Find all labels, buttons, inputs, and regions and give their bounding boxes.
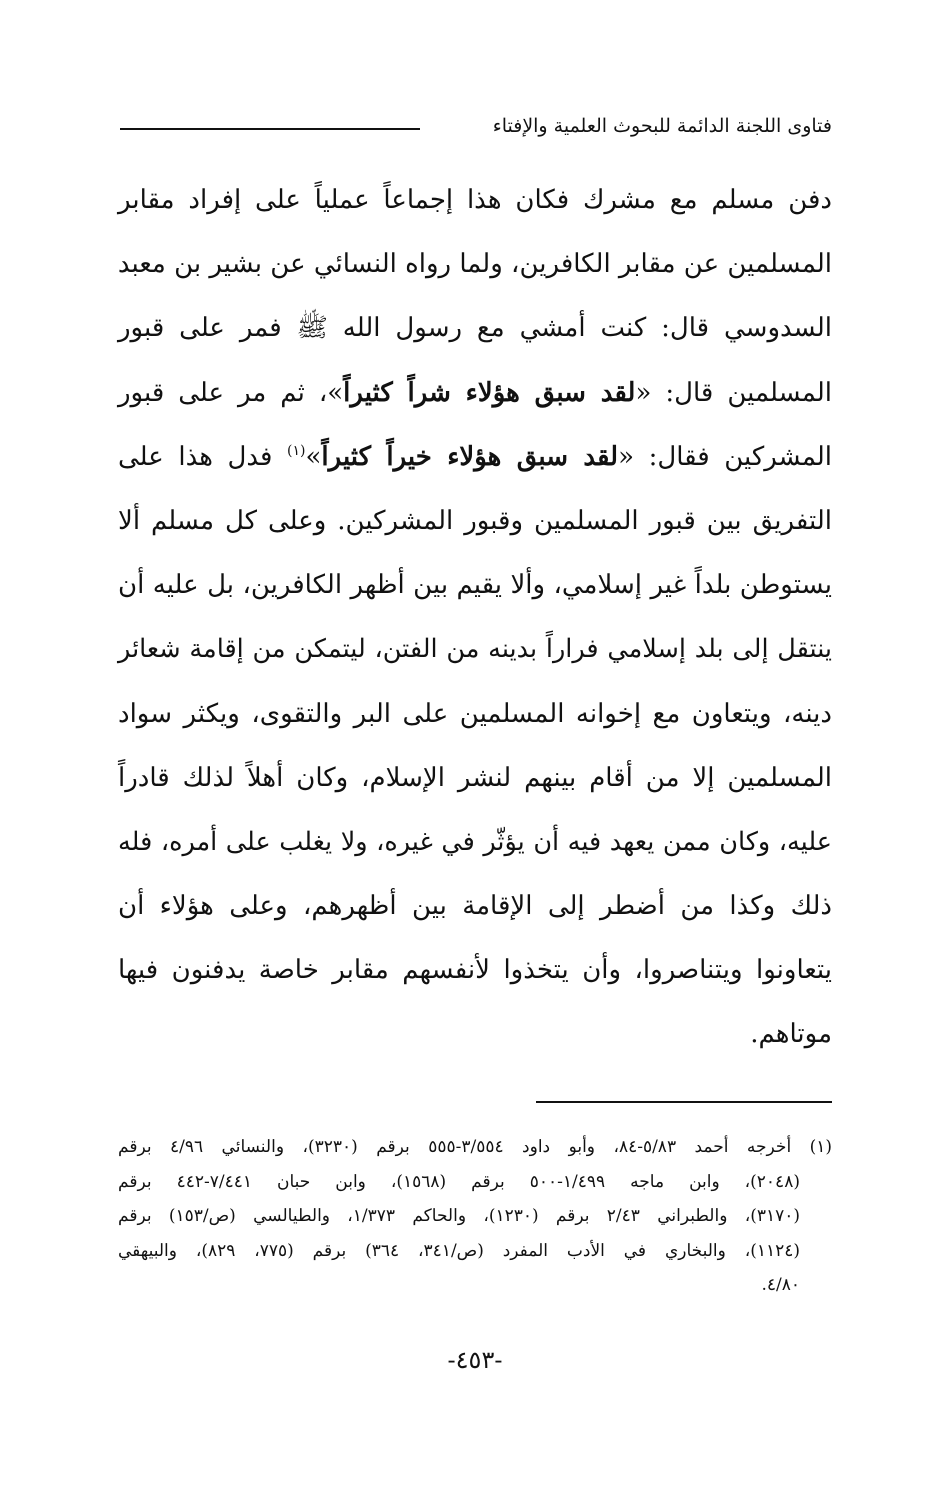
header-title: فتاوى اللجنة الدائمة للبحوث العلمية والإفتاء [492,115,832,137]
text-segment: المسلمين قال: « [635,377,832,408]
text-line: المسلمين عن مقابر الكافرين، ولما رواه النسائي عن بشير بن معبد [117,249,832,280]
text-line: موتاهم. [750,1019,832,1050]
text-line: يتعاونوا ويتناصروا، وأن يتخذوا لأنفسهم مقابر خاصة يدفنون فيها [118,955,832,986]
text-segment: المشركين فقال: « [618,441,833,472]
footnote-line: ٤/٨٠. [761,1275,800,1295]
text-line: يستوطن بلداً غير إسلامي، وألا يقيم بين أظهر الكافرين، بل عليه أن [118,570,832,601]
footnote-line: (١١٢٤)، والبخاري في الأدب المفرد (ص/٣٤١، ٣٦٤) برقم (٧٧٥، ٨٢٩)، والبيهقي [118,1240,801,1261]
running-header [118,108,832,144]
text-line [118,425,832,489]
text-line: السدوسي قال: كنت أمشي مع رسول الله ﷺ فمر على قبور [118,313,832,344]
text-line: التفريق بين قبور المسلمين وقبور المشركين. وعلى كل مسلم ألا [118,505,832,536]
hadith-quote: لقد سبق هؤلاء خيراً كثيراً [321,441,619,472]
footnote-separator [536,1101,832,1103]
footnote-line: (٣١٧٠)، والطبراني ٢/٤٣ برقم (١٢٣٠)، والحاكم ١/٣٧٣، والطيالسي (ص/١٥٣) برقم [118,1206,801,1226]
text-line: دفن مسلم مع مشرك فكان هذا إجماعاً عملياً على إفراد مقابر [118,185,832,215]
text-line [118,361,832,425]
page-number: -٤٥٣- [447,1346,503,1374]
footnote-marker: (١) [287,442,306,459]
footnote-line: (٢٠٤٨)، وابن ماجه ١/٤٩٩-٥٠٠ برقم (١٥٦٨)، وابن حبان ٧/٤٤١-٤٤٢ برقم [118,1171,800,1192]
text-segment: »، ثم مر على قبور [118,377,344,408]
header-rule [120,128,420,130]
text-line: ينتقل إلى بلد إسلامي فراراً بدينه من الفتن، ليتمكن من إقامة شعائر [118,634,832,665]
text-segment: » [305,441,322,472]
main-text [118,168,832,1067]
hadith-quote: لقد سبق هؤلاء شراً كثيراً [343,377,636,408]
footnote-line: (١) أخرجه أحمد ٥/٨٣-٨٤، وأبو داود ٣/٥٥٤-٥٥٥ برقم (٣٢٣٠)، والنسائي ٤/٩٦ برقم [118,1137,833,1157]
text-segment: فدل هذا على [118,441,287,472]
text-line: ذلك وكذا من أضطر إلى الإقامة بين أظهرهم، وعلى هؤلاء أن [118,891,832,922]
text-line: دينه، ويتعاون مع إخوانه المسلمين على البر والتقوى، ويكثر سواد [118,698,832,729]
text-line: المسلمين إلا من أقام بينهم لنشر الإسلام، وكان أهلاً لذلك قادراً [118,762,832,793]
text-line: عليه، وكان ممن يعهد فيه أن يؤثّر في غيره، ولا يغلب على أمره، فله [118,826,832,857]
footnotes [118,1130,832,1303]
